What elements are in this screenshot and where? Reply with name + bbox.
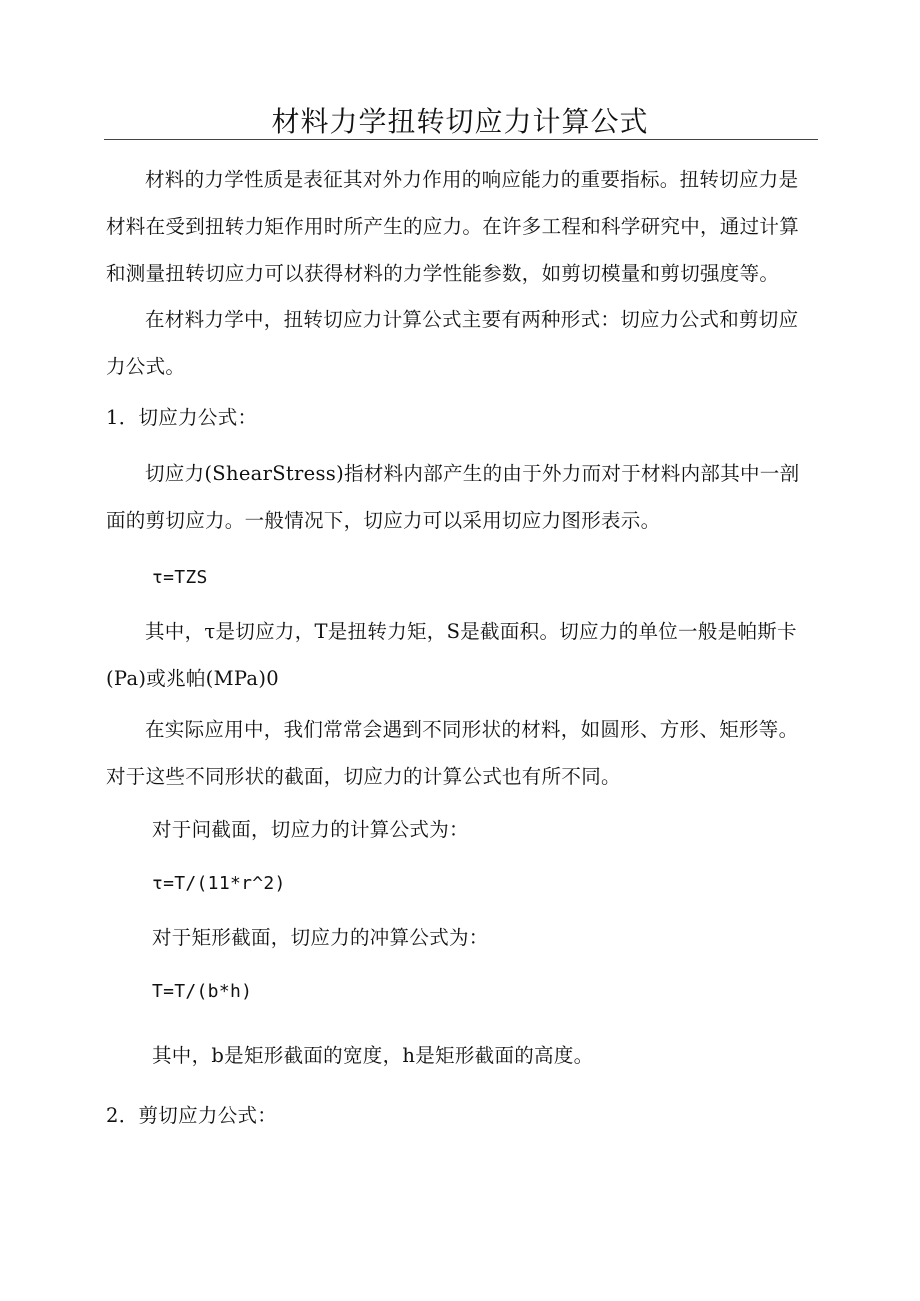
- formula-shear-stress: τ=TZS: [152, 567, 208, 588]
- formula-rectangular-section: T=T/(b*h): [152, 981, 253, 1002]
- paragraph-rectangle-dimensions: 其中，b是矩形截面的宽度，h是矩形截面的高度。: [152, 1044, 594, 1067]
- paragraph-rectangular-section: 对于矩形截面，切应力的冲算公式为：: [152, 926, 489, 949]
- document-title: 材料力学扭转切应力计算公式: [271, 105, 649, 138]
- section-heading-2: 2．剪切应力公式：: [106, 1104, 278, 1127]
- paragraph-forms: 在材料力学中，扭转切应力计算公式主要有两种形式：切应力公式和剪切应力公式。: [106, 308, 799, 378]
- paragraph-intro: 材料的力学性质是表征其对外力作用的响应能力的重要指标。扭转切应力是材料在受到扭转力矩作用时所产生的应力。在许多工程和科学研究中，通过计算和测量扭转切应力可以获得材料的力学性能参数，如剪切模量和剪切强度等。: [106, 168, 800, 285]
- paragraph-section-shapes: 在实际应用中，我们常常会遇到不同形状的材料，如圆形、方形、矩形等。对于这些不同形状的截面，切应力的计算公式也有所不同。: [106, 718, 799, 788]
- title-divider: [104, 139, 818, 140]
- section-heading-1: 1．切应力公式：: [106, 406, 258, 429]
- paragraph-variable-definitions: 其中，τ是切应力，T是扭转力矩，S是截面积。切应力的单位一般是帕斯卡(Pa)或兆帕(MPa)0: [106, 620, 797, 690]
- paragraph-shear-stress-definition: 切应力(ShearStress)指材料内部产生的由于外力而对于材料内部其中一剖面的剪切应力。一般情况下，切应力可以采用切应力图形表示。: [106, 462, 800, 532]
- paragraph-circular-section: 对于问截面，切应力的计算公式为：: [152, 818, 469, 841]
- formula-circular-section: τ=T/(11*r^2): [152, 873, 286, 894]
